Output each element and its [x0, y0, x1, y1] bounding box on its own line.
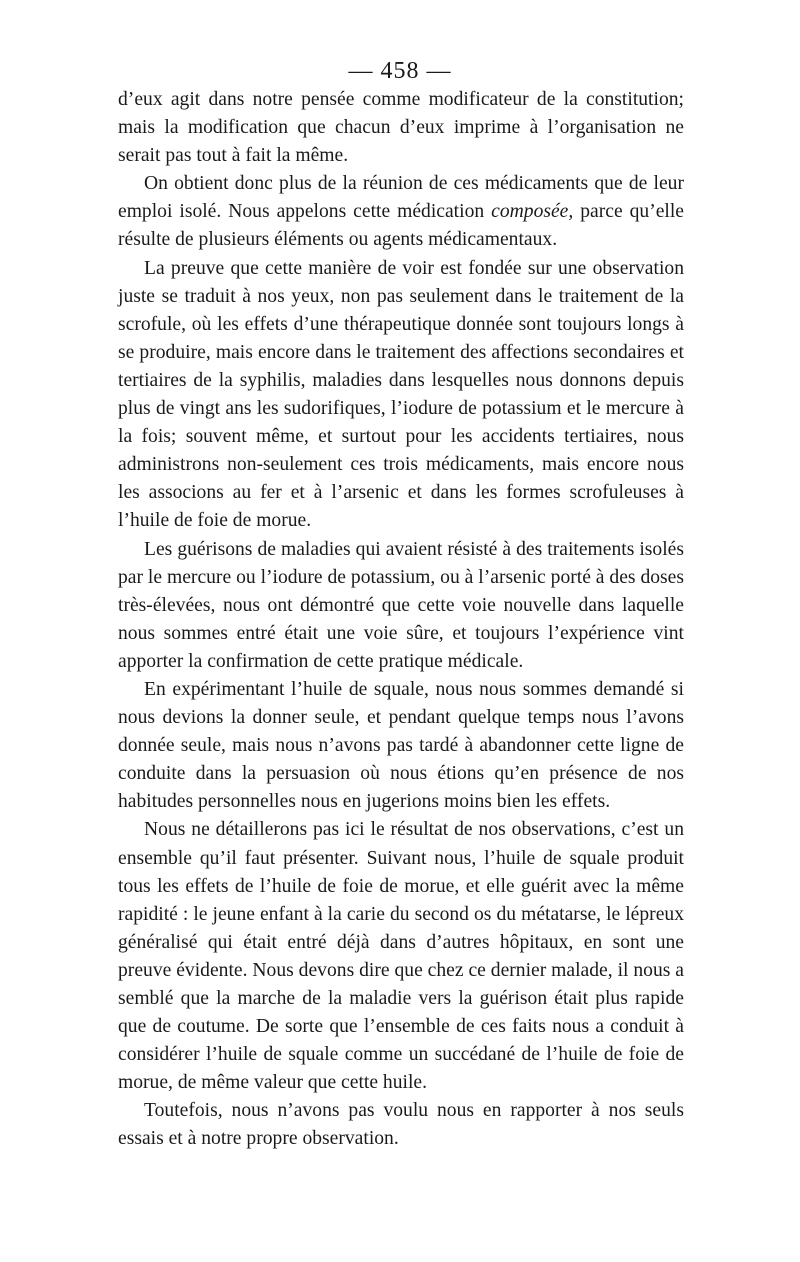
- paragraph-3: La preuve que cette manière de voir est fondée sur une observation juste se traduit à nos yeux, non pas seulement dans le traitement de la scrofule, où les effets d’une thérapeutique donnée sont toujours longs à se produire, mais encore dans le traitement des affections secondaires et tertiaires de la syphilis, maladies dans lesquelles nous donnons depuis plus de vingt ans les sudorifiques, l’iodure de potassium et le mercure à la fois; souvent même, et surtout pour les accidents tertiaires, nous administrons non-seulement ces trois médicaments, mais encore nous les associons au fer et à l’arsenic et dans les formes scrofuleuses à l’huile de foie de morue.: [118, 257, 684, 532]
- paragraph-2-text-end: parce qu’elle résulte de plusieurs éléments ou agents médicamentaux.: [118, 201, 685, 251]
- paragraph-1: d’eux agit dans notre pensée comme modificateur de la constitution; mais la modification que chacun d’eux imprime à l’organisation ne serait pas tout à fait la même.: [118, 89, 684, 167]
- paragraph-6: Nous ne détaillerons pas ici le résultat de nos observations, c’est un ensemble qu’il faut présenter. Suivant nous, l’huile de squale produit tous les effets de l’huile de foie de morue, et elle guérit avec la même rapidité : le jeune enfant à la carie du second os du métatarse, le lépreux généralisé qui était entré déjà dans d’autres hôpitaux, en sont une preuve évidente. Nous devons dire que chez ce dernier malade, il nous a semblé que la marche de la maladie vers la guérison était plus rapide que de coutume. De sorte que l’ensemble de ces faits nous a conduit à considérer l’huile de squale comme un succédané de l’huile de foie de morue, de même valeur que cette huile.: [118, 819, 684, 1094]
- paragraph-7: Toutefois, nous n’avons pas voulu nous en rapporter à nos seuls essais et à notre propre observation.: [118, 1100, 684, 1150]
- paragraph-5: En expérimentant l’huile de squale, nous nous sommes demandé si nous devions la donner seule, et pendant quelque temps nous l’avons donnée seule, mais nous n’avons pas tardé à abandonner cette ligne de conduite dans la persuasion où nous étions qu’en présence de nos habitudes personnelles nous en jugerions moins bien les effets.: [118, 678, 684, 813]
- paragraph-2: [118, 170, 684, 254]
- body-text: [118, 86, 684, 1154]
- emphasized-term: composée,: [491, 201, 574, 223]
- paragraph-2-text-start: On obtient donc plus de la réunion de ces médicaments que de leur emploi isolé. Nous appelons cette médication: [118, 173, 684, 223]
- paragraph-4: Les guérisons de maladies qui avaient résisté à des traitements isolés par le mercure ou l’iodure de potassium, ou à l’arsenic porté à des doses très-élevées, nous ont démontré que cette voie nouvelle dans laquelle nous sommes entré était une voie sûre, et toujours l’expérience vint apporter la confirmation de cette pratique médicale.: [118, 538, 684, 672]
- page-number: — 458 —: [348, 58, 452, 84]
